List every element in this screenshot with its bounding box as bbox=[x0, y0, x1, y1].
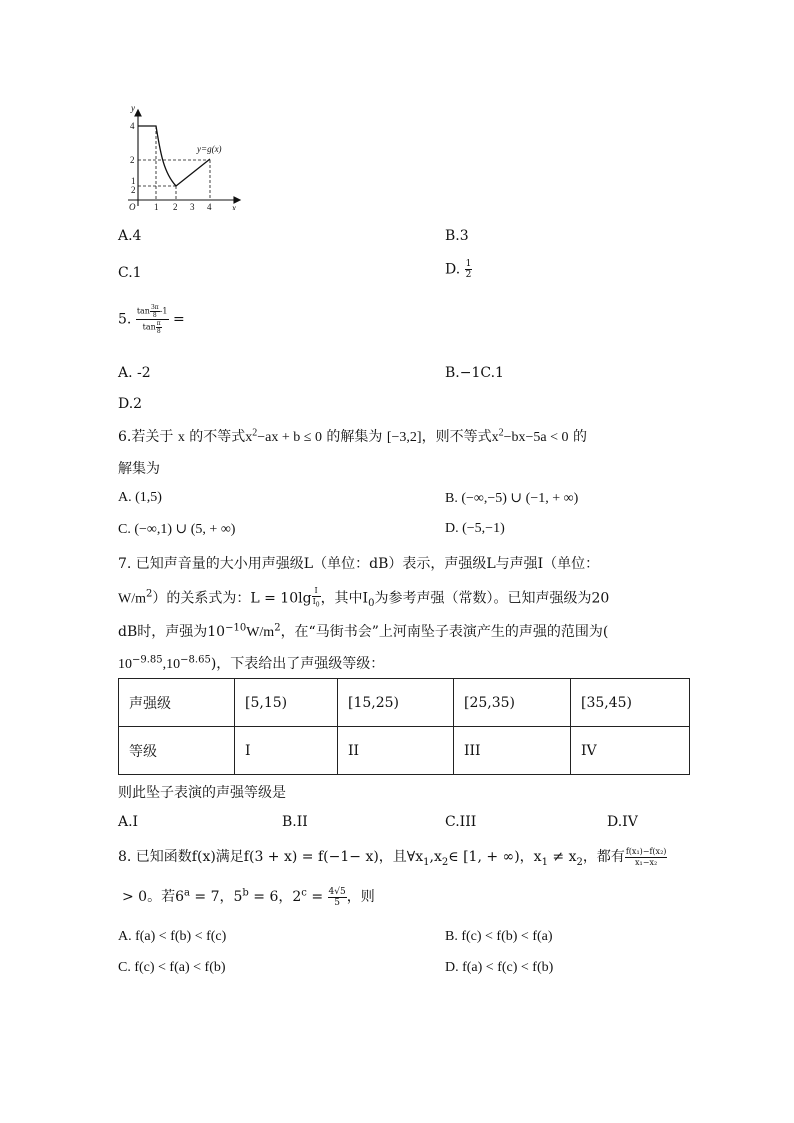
q6-label: 6. bbox=[118, 429, 132, 445]
q8-text: ,x bbox=[429, 849, 442, 865]
q7-line-2: $W/m^2$）的关系式为：L = 10lg $\frac{I}{I_0}$ ，其中$I_0$为参考声强（常数）。已知声强级为20 bbox=[118, 586, 610, 610]
ineq-text: −bx−5a < 0 bbox=[503, 430, 569, 445]
table-cell: 等级 bbox=[119, 727, 235, 775]
q6-line-1 bbox=[118, 426, 587, 446]
x-tick-3: 3 bbox=[190, 202, 195, 210]
q8-option-b[interactable]: B. f(c) < f(b) < f(a) bbox=[445, 929, 553, 944]
q8-text: = bbox=[306, 889, 328, 905]
q6-ineq1: $x^2-ax + b \le 0$ bbox=[245, 427, 322, 445]
q4-option-d[interactable] bbox=[445, 259, 472, 280]
q8-option-c[interactable]: C. f(c) < f(a) < f(b) bbox=[118, 960, 226, 975]
q7-option-d[interactable]: D.IV bbox=[607, 814, 638, 830]
tan-text: tan bbox=[136, 306, 150, 316]
q6-text: 的 bbox=[572, 429, 587, 445]
q6-text: 的不等式 bbox=[189, 429, 246, 445]
q7-ratio-fraction bbox=[312, 586, 321, 611]
y-axis-label: y bbox=[131, 103, 135, 113]
q8-difference-quotient bbox=[625, 847, 668, 868]
table-cell: [35,45) bbox=[571, 679, 690, 727]
q6-option-d[interactable]: D. (−5,−1) bbox=[445, 521, 505, 536]
q8-text: = 6，2 bbox=[248, 889, 302, 905]
curve-label: y=g(x) bbox=[197, 144, 222, 154]
q5-question bbox=[118, 304, 185, 335]
q7-text: )，下表给出了声强级等级： bbox=[210, 656, 385, 672]
y-tick-half-num: 1 bbox=[131, 176, 136, 186]
q7-text: 为参考声强（常数）。已知声强级为20 bbox=[374, 590, 610, 607]
q6-line-2: 解集为 bbox=[118, 461, 160, 477]
table-cell: II bbox=[338, 727, 454, 775]
q7-option-b[interactable]: B.II bbox=[282, 814, 308, 830]
q7-text: ,10 bbox=[162, 657, 181, 672]
q6-text: ，则不等式 bbox=[421, 429, 492, 445]
fraction-denominator: 5 bbox=[334, 897, 340, 908]
table-cell: [25,35) bbox=[454, 679, 571, 727]
formula-text: ）的关系式为：L = 10lg bbox=[152, 590, 312, 607]
x-tick-2: 2 bbox=[173, 202, 178, 210]
q8-text: ≠ x bbox=[547, 849, 577, 865]
q8-text: > 0。若6 bbox=[122, 889, 184, 905]
q5-label: 5. bbox=[118, 311, 132, 328]
table-cell: [15,25) bbox=[338, 679, 454, 727]
table-row bbox=[119, 679, 690, 727]
q7-line-3: dB时，声强为$10^{-10}W/m^2$，在“马街书会”上河南坠子表演产生的声强的范围为( bbox=[118, 622, 609, 640]
table-cell: [5,15) bbox=[235, 679, 338, 727]
q6-text: 的解集为 bbox=[326, 429, 383, 445]
x-tick-1: 1 bbox=[154, 202, 159, 210]
q8-text: ，都有 bbox=[582, 849, 625, 865]
ineq-text: −ax + b ≤ 0 bbox=[257, 430, 322, 445]
y-tick-half-den: 2 bbox=[131, 185, 136, 195]
sound-level-table bbox=[118, 678, 690, 775]
q7-text: ，其中I bbox=[320, 590, 369, 607]
minus-one: -1 bbox=[159, 306, 168, 316]
q8-option-d[interactable]: D. f(a) < f(c) < f(b) bbox=[445, 960, 554, 975]
table-cell: 声强级 bbox=[119, 679, 235, 727]
q6-option-c[interactable]: C. (−∞,1) ∪ (5, + ∞) bbox=[118, 522, 236, 537]
equals-sign: = bbox=[172, 311, 185, 328]
q7-text: 10 bbox=[118, 657, 132, 672]
q5-option-d[interactable]: D.2 bbox=[118, 396, 143, 412]
angle-denominator: 8 bbox=[152, 312, 157, 319]
q8-line-2: > 0。若$6^a = 7$，$5^b = 6$，$2^c$ = $\frac{4√5}{5}$ ，则 bbox=[122, 886, 375, 908]
q7-text: ，在“马街书会”上河南坠子表演产生的声强的范围为( bbox=[280, 624, 609, 640]
q5-den-angle bbox=[156, 320, 162, 335]
table-cell: I bbox=[235, 727, 338, 775]
q4-option-d-fraction bbox=[465, 259, 473, 280]
q8-line-1: 8. 已知函数f(x)满足f(3 + x) = f(−1− x)，且$\forall x_1,x_2\in$ [1, + ∞)，$x_1 \ne x_2$，都有 $\frac{\text{f(x₁)−f(x₂)}}{\text{x₁−x₂}}$ bbox=[118, 846, 667, 868]
q4-option-c[interactable]: C.1 bbox=[118, 265, 142, 281]
q7-line-1: 7. 已知声音量的大小用声强级L（单位：dB）表示，声强级L与声强I（单位： bbox=[118, 556, 600, 572]
q4-option-d-prefix: D. bbox=[445, 261, 461, 278]
unit-text: W/m bbox=[118, 591, 146, 607]
x-axis-label: x bbox=[232, 203, 236, 210]
q5-numerator bbox=[136, 304, 169, 320]
fraction-denominator: 2 bbox=[465, 270, 472, 280]
q5-main-fraction bbox=[136, 304, 169, 335]
q7-after-table: 则此坠子表演的声强等级是 bbox=[118, 785, 286, 801]
q8-text: ∈ [1, + ∞)，x bbox=[448, 849, 542, 865]
q8-text: ，则 bbox=[346, 889, 375, 905]
fraction-numerator: 4√5 bbox=[328, 886, 346, 897]
q6-ineq2: $x^2-bx-5a < 0$ bbox=[491, 427, 569, 445]
fraction-numerator: f(x₁)−f(x₂) bbox=[625, 846, 667, 856]
q7-option-c[interactable]: C.III bbox=[445, 814, 477, 830]
q5-denominator bbox=[136, 320, 169, 335]
angle-numerator: π bbox=[156, 320, 161, 327]
tan-text: tan bbox=[142, 322, 156, 332]
unit-text: W/m bbox=[246, 625, 275, 640]
angle-denominator: 8 bbox=[156, 328, 161, 335]
q6-text: 若关于 bbox=[131, 429, 174, 445]
ratio-denominator: $I_0$ bbox=[312, 597, 320, 609]
q6-option-a[interactable]: A. (1,5) bbox=[118, 490, 162, 505]
table-row bbox=[119, 727, 690, 775]
table-cell: IV bbox=[571, 727, 690, 775]
fraction-numerator: 1 bbox=[465, 259, 472, 269]
q8-c-fraction bbox=[328, 887, 347, 908]
q5-num-angle bbox=[150, 304, 160, 319]
y-tick-4: 4 bbox=[130, 121, 135, 131]
angle-numerator: 3π bbox=[150, 304, 159, 311]
fraction-denominator: x₁−x₂ bbox=[635, 857, 658, 867]
x-tick-4: 4 bbox=[207, 202, 212, 210]
y-tick-2: 2 bbox=[130, 155, 135, 165]
q8-text: = 7，5 bbox=[189, 889, 243, 905]
function-graph bbox=[118, 100, 248, 210]
ratio-numerator: I bbox=[312, 586, 321, 597]
q6-variable: x bbox=[177, 430, 185, 445]
q8-text: 8. 已知函数f(x)满足f(3 + x) = f(−1− x)，且∀x bbox=[118, 849, 424, 865]
q6-interval: [−3,2] bbox=[386, 430, 422, 445]
q4-option-b[interactable]: B.3 bbox=[445, 228, 469, 244]
q7-line-4: $10^{-9.85},10^{-8.65}$)，下表给出了声强级等级： bbox=[118, 654, 385, 672]
q7-text: dB时，声强为10 bbox=[118, 624, 226, 640]
table-cell: III bbox=[454, 727, 571, 775]
q5-option-bc[interactable]: B.−1C.1 bbox=[445, 365, 504, 381]
q6-option-b[interactable]: B. (−∞,−5) ∪ (−1, + ∞) bbox=[445, 491, 579, 506]
q8-option-a[interactable]: A. f(a) < f(b) < f(c) bbox=[118, 929, 227, 944]
q4-option-a[interactable]: A.4 bbox=[118, 228, 142, 244]
origin-label: O bbox=[129, 202, 136, 210]
q7-option-a[interactable]: A.I bbox=[118, 814, 139, 830]
q5-option-a[interactable]: A. -2 bbox=[118, 365, 151, 381]
